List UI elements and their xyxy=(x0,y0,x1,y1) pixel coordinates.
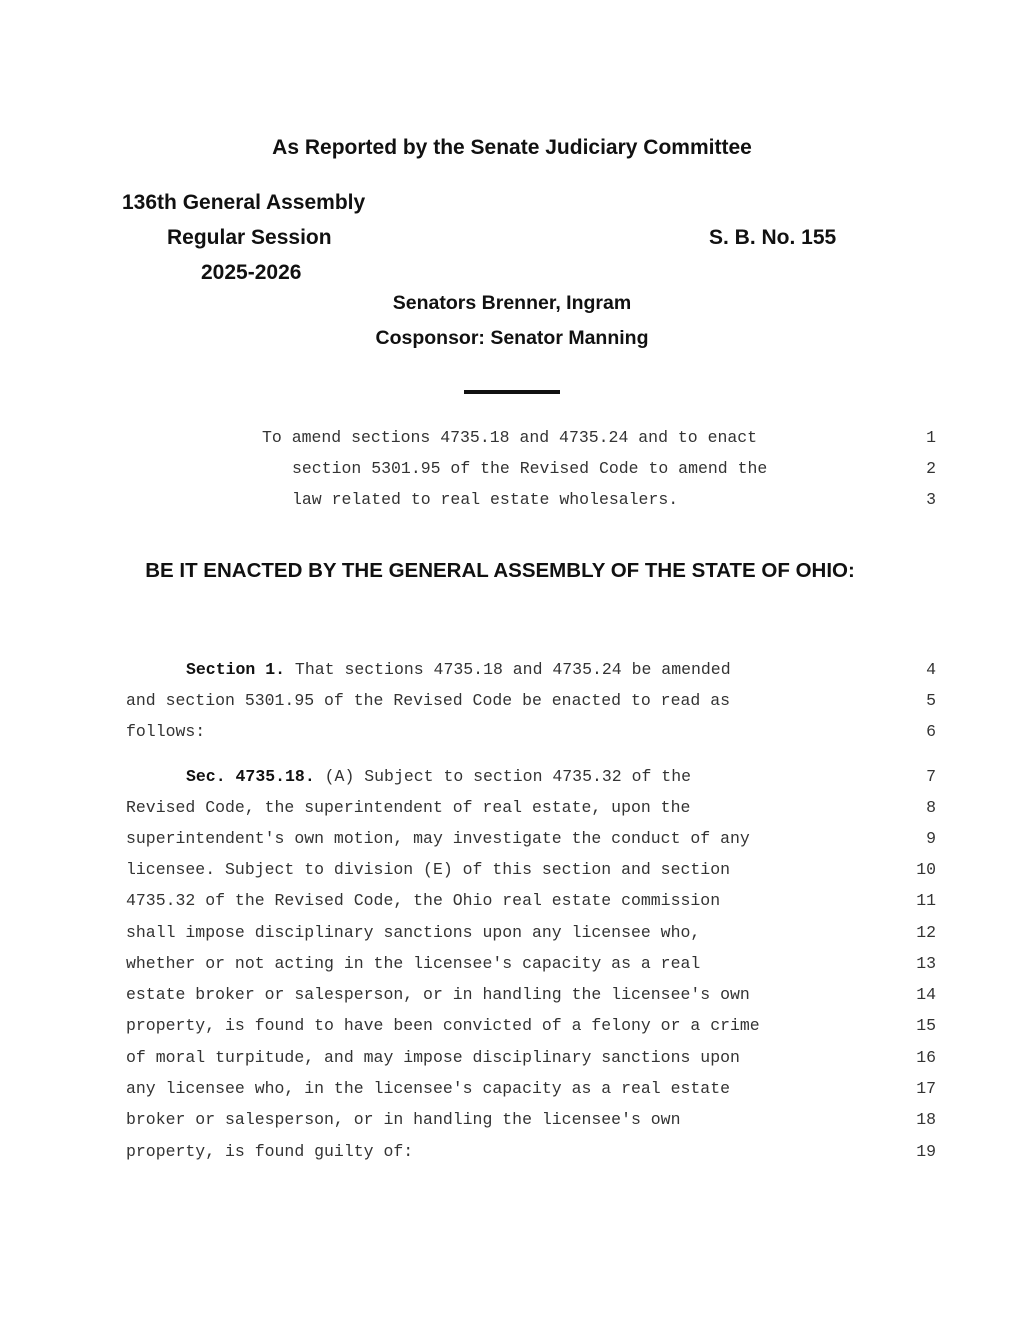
section-1-line: and section 5301.95 of the Revised Code be enacted to read as xyxy=(126,691,730,710)
line-number: 12 xyxy=(916,923,936,942)
report-status: As Reported by the Senate Judiciary Committee xyxy=(272,136,752,159)
sec-4735-18-line: 4735.32 of the Revised Code, the Ohio real estate commission xyxy=(126,891,721,910)
section-1-heading: Section 1. xyxy=(186,660,286,679)
session-years: 2025-2026 xyxy=(201,261,302,284)
line-number: 15 xyxy=(916,1016,936,1035)
sec-text: (A) Subject to section 4735.32 of the xyxy=(314,767,691,786)
sponsors: Senators Brenner, Ingram xyxy=(392,292,632,314)
cosponsor: Cosponsor: Senator Manning xyxy=(375,327,649,349)
line-number: 5 xyxy=(926,691,936,710)
line-number: 11 xyxy=(916,891,936,910)
sec-heading-number: 4735.18. xyxy=(235,767,315,786)
sec-4735-18-line: of moral turpitude, and may impose disciplinary sanctions upon xyxy=(126,1048,740,1067)
line-number: 2 xyxy=(926,459,936,478)
title-line: law related to real estate wholesalers. xyxy=(292,490,679,509)
line-number: 19 xyxy=(916,1142,936,1161)
title-line: To amend sections 4735.18 and 4735.24 and to enact xyxy=(262,428,758,447)
line-number: 18 xyxy=(916,1110,936,1129)
sec-4735-18-line: any licensee who, in the licensee's capacity as a real estate xyxy=(126,1079,730,1098)
line-number: 1 xyxy=(926,428,936,447)
line-number: 16 xyxy=(916,1048,936,1067)
session-name: Regular Session xyxy=(167,226,332,249)
line-number: 7 xyxy=(926,767,936,786)
sec-4735-18-line: estate broker or salesperson, or in handling the licensee's own xyxy=(126,985,750,1004)
bill-number: S. B. No. 155 xyxy=(709,226,837,249)
sec-4735-18-line: property, is found guilty of: xyxy=(126,1142,414,1161)
sec-4735-18-line: property, is found to have been convicted of a felony or a crime xyxy=(126,1016,760,1035)
line-number: 4 xyxy=(926,660,936,679)
sec-4735-18-line: broker or salesperson, or in handling the licensee's own xyxy=(126,1110,681,1129)
line-number: 17 xyxy=(916,1079,936,1098)
section-1-text: That sections 4735.18 and 4735.24 be amended xyxy=(285,660,731,679)
line-number: 14 xyxy=(916,985,936,1004)
sec-4735-18-line: whether or not acting in the licensee's capacity as a real xyxy=(126,954,701,973)
sec-4735-18-line xyxy=(186,767,691,787)
enacting-clause: BE IT ENACTED BY THE GENERAL ASSEMBLY OF THE STATE OF OHIO: xyxy=(145,559,855,582)
line-number: 10 xyxy=(916,860,936,879)
line-number: 13 xyxy=(916,954,936,973)
sec-heading-prefix: Sec. xyxy=(186,767,236,786)
title-line: section 5301.95 of the Revised Code to amend the xyxy=(292,459,768,478)
section-1-line: follows: xyxy=(126,722,206,741)
section-1-line xyxy=(186,660,731,680)
line-number: 3 xyxy=(926,490,936,509)
line-number: 9 xyxy=(926,829,936,848)
sec-4735-18-line: licensee. Subject to division (E) of this section and section xyxy=(126,860,730,879)
sec-4735-18-line: superintendent's own motion, may investigate the conduct of any xyxy=(126,829,750,848)
line-number: 6 xyxy=(926,722,936,741)
line-number: 8 xyxy=(926,798,936,817)
sec-4735-18-line: shall impose disciplinary sanctions upon any licensee who, xyxy=(126,923,701,942)
sec-4735-18-line: Revised Code, the superintendent of real estate, upon the xyxy=(126,798,691,817)
general-assembly: 136th General Assembly xyxy=(122,191,366,214)
divider-rule xyxy=(464,390,560,394)
